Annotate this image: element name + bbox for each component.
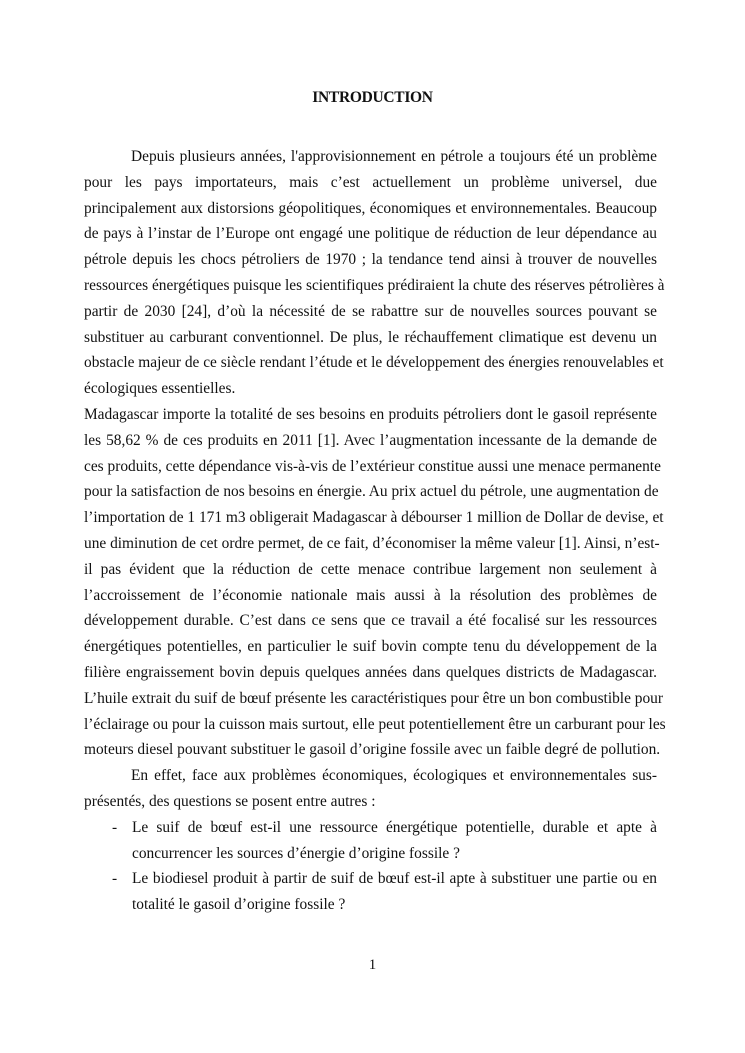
page-title: INTRODUCTION xyxy=(312,89,433,106)
list-item-text: totalité le gasoil d’origine fossile ? xyxy=(132,896,346,914)
text-line: écologiques essentielles. xyxy=(84,380,236,398)
text-line: En effet, face aux problèmes économiques, écologiques et environnementales sus- xyxy=(131,767,657,785)
text-line: une diminution de cet ordre permet, de ce fait, d’économiser la même valeur [1]. Ainsi, n’est- xyxy=(84,534,660,552)
text-line: de pays à l’instar de l’Europe ont engagé une politique de réduction de leur dépendance au xyxy=(84,225,657,243)
text-line: les 58,62 % de ces produits en 2011 [1]. Avec l’augmentation incessante de la demande de xyxy=(84,431,657,449)
document-body xyxy=(84,144,666,918)
list-item xyxy=(84,815,657,867)
text-line: substituer au carburant conventionnel. De plus, le réchauffement climatique est devenu un xyxy=(84,328,657,346)
text-line: L’huile extrait du suif de bœuf présente les caractéristiques pour être un bon combustible pour xyxy=(84,689,663,707)
paragraph xyxy=(84,144,665,402)
list-item-text: Le suif de bœuf est-il une ressource énergétique potentielle, durable et apte à xyxy=(132,818,657,836)
text-line: principalement aux distorsions géopolitiques, économiques et environnementales. Beaucoup xyxy=(84,199,657,217)
text-line: développement durable. C’est dans ce sens que ce travail a été focalisé sur les ressources xyxy=(84,612,657,630)
text-line: l’éclairage ou pour la cuisson mais surtout, elle peut potentiellement être un carburant pour les xyxy=(84,715,666,733)
bullet-dash: - xyxy=(112,818,118,836)
list-item-line xyxy=(84,841,657,867)
text-line: ces produits, cette dépendance vis-à-vis de l’extérieur constitue aussi une menace permanente xyxy=(84,457,661,475)
text-line: énergétiques potentielles, en particulier le suif bovin compte tenu du développement de la xyxy=(84,638,657,656)
text-line: il pas évident que la réduction de cette menace contribue largement non seulement à xyxy=(84,560,657,578)
text-line: Madagascar importe la totalité de ses besoins en produits pétroliers dont le gasoil représente xyxy=(84,405,657,423)
paragraph xyxy=(84,763,657,815)
list-item-line xyxy=(84,892,657,918)
page-number: 1 xyxy=(368,957,377,973)
text-line: filière engraissement bovin depuis quelques années dans quelques districts de Madagascar. xyxy=(84,663,657,681)
list-item-line xyxy=(84,815,657,841)
list-item xyxy=(84,866,657,918)
text-line: l’importation de 1 171 m3 obligerait Madagascar à débourser 1 million de Dollar de devise, et xyxy=(84,509,664,527)
text-line: pour la satisfaction de nos besoins en énergie. Au prix actuel du pétrole, une augmentation de xyxy=(84,483,659,501)
list-item-line xyxy=(84,866,657,892)
text-line: l’accroissement de l’économie nationale mais aussi à la résolution des problèmes de xyxy=(84,586,657,604)
list-item-text: Le biodiesel produit à partir de suif de bœuf est-il apte à substituer une partie ou en xyxy=(132,870,657,888)
text-line: Depuis plusieurs années, l'approvisionnement en pétrole a toujours été un problème xyxy=(131,148,657,165)
text-line: présentés, des questions se posent entre autres : xyxy=(84,792,376,810)
text-line: obstacle majeur de ce siècle rendant l’étude et le développement des énergies renouvelables et xyxy=(84,354,664,372)
text-line: ressources énergétiques puisque les scientifiques prédiraient la chute des réserves pétrolières à xyxy=(84,276,665,294)
bullet-dash: - xyxy=(112,870,118,888)
text-line: moteurs diesel pouvant substituer le gasoil d’origine fossile avec un faible degré de pollution. xyxy=(84,741,661,759)
list-item-text: concurrencer les sources d’énergie d’origine fossile ? xyxy=(132,844,460,862)
text-line: partir de 2030 [24], d’où la nécessité de se rabattre sur de nouvelles sources pouvant se xyxy=(84,302,657,320)
text-line: pour les pays importateurs, mais c’est actuellement un problème universel, due xyxy=(84,173,657,191)
text-line: pétrole depuis les chocs pétroliers de 1970 ; la tendance tend ainsi à trouver de nouvelles xyxy=(84,251,657,269)
paragraph xyxy=(84,402,666,763)
